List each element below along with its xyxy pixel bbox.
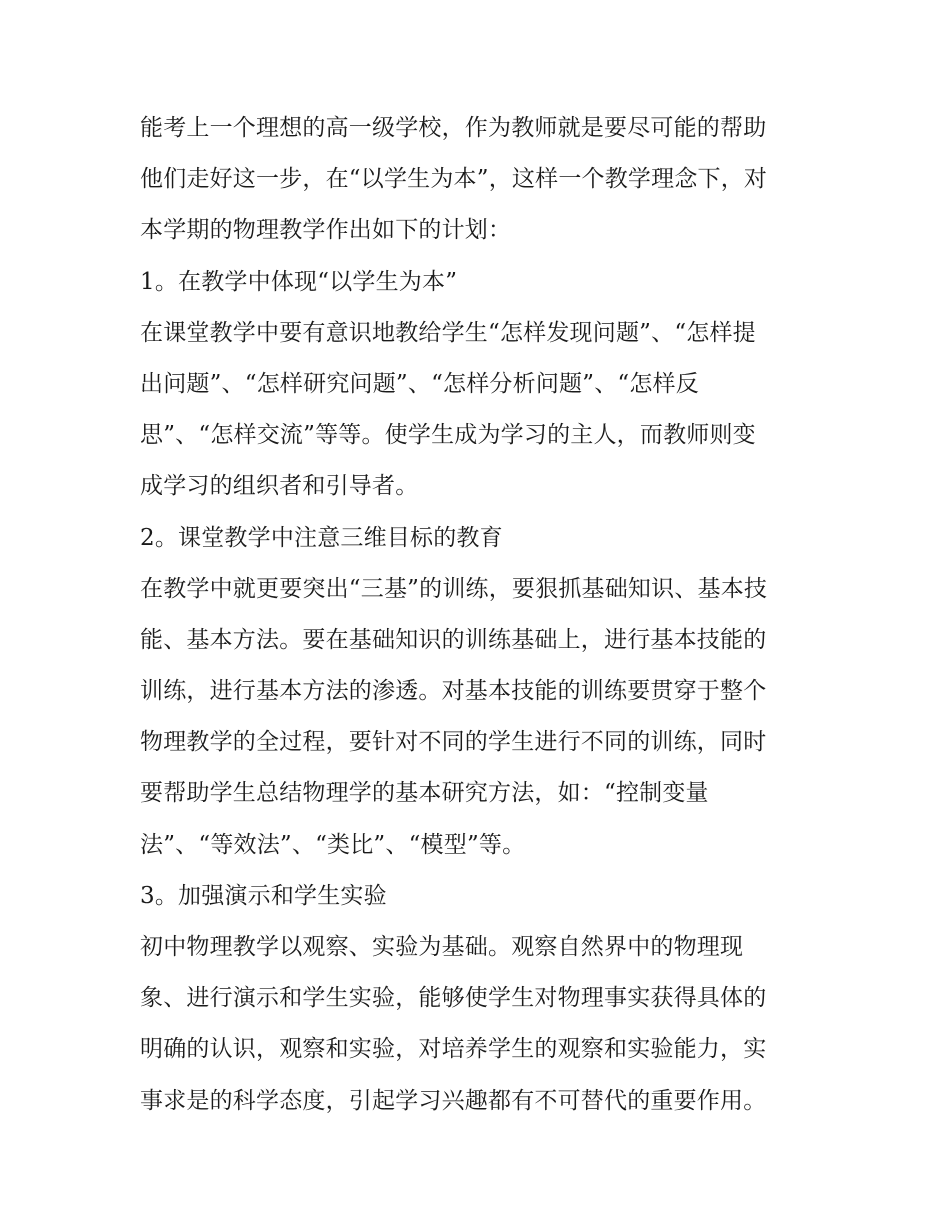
text-line: 思”、“怎样交流”等等。使学生成为学习的主人，而教师则变: [140, 422, 756, 449]
document-body: [140, 103, 830, 1127]
text-line: 成学习的组织者和引导者。: [140, 473, 419, 500]
text-line: 象、进行演示和学生实验，能够使学生对物理事实获得具体的: [140, 985, 767, 1012]
section-heading-2: 2。课堂教学中注意三维目标的教育: [140, 524, 503, 551]
text-line: 物理教学的全过程，要针对不同的学生进行不同的训练，同时: [140, 729, 767, 756]
text-line: 出问题”、“怎样研究问题”、“怎样分析问题”、“怎样反: [140, 370, 699, 397]
text-line: 能考上一个理想的高一级学校，作为教师就是要尽可能的帮助: [140, 115, 767, 141]
text-line: 要帮助学生总结物理学的基本研究方法，如：“控制变量: [140, 780, 709, 807]
text-line: 在教学中就更要突出“三基”的训练，要狠抓基础知识、基本技: [140, 575, 768, 602]
text-line: 能、基本方法。要在基础知识的训练基础上，进行基本技能的: [140, 626, 767, 653]
text-line: 法”、“等效法”、“类比”、“模型”等。: [140, 831, 526, 858]
text-line: 事求是的科学态度，引起学习兴趣都有不可替代的重要作用。: [140, 1087, 767, 1114]
text-line: 明确的认识，观察和实验，对培养学生的观察和实验能力，实: [140, 1036, 767, 1063]
text-line: 初中物理教学以观察、实验为基础。观察自然界中的物理现: [140, 934, 744, 960]
section-heading-1: 1。在教学中体现“以学生为本”: [140, 268, 458, 295]
section-heading-3: 3。加强演示和学生实验: [140, 882, 387, 909]
text-line: 本学期的物理教学作出如下的计划：: [140, 217, 512, 244]
text-line: 在课堂教学中要有意识地教给学生“怎样发现问题”、“怎样提: [140, 319, 756, 346]
text-line: 训练，进行基本方法的渗透。对基本技能的训练要贯穿于整个: [140, 678, 767, 705]
text-line: 他们走好这一步，在“以学生为本”，这样一个教学理念下，对: [140, 166, 768, 193]
